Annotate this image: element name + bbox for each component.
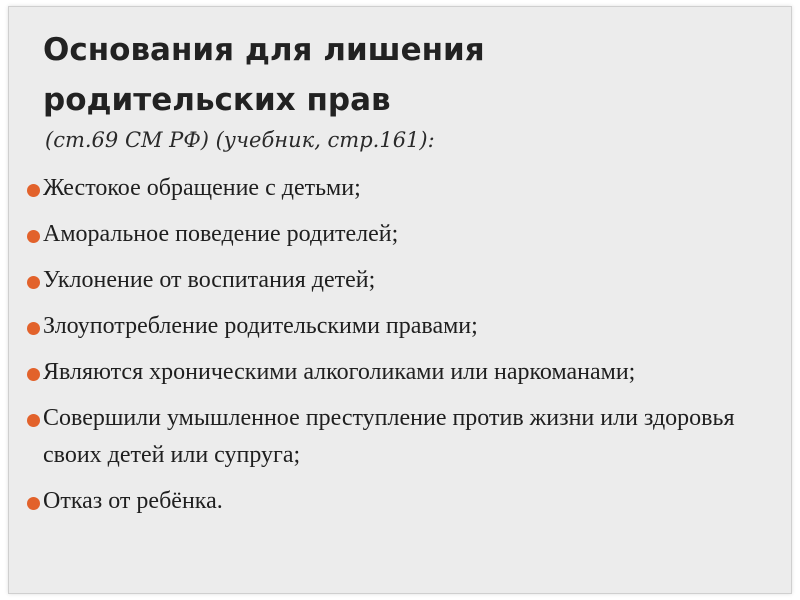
bullet-text: Отказ от ребёнка.	[43, 488, 223, 514]
bullet-dot-icon	[27, 276, 40, 289]
bullet-dot-icon	[27, 497, 40, 510]
bullet-dot-icon	[27, 414, 40, 427]
bullet-dot-icon	[27, 230, 40, 243]
bullet-text: Жестокое обращение с детьми;	[43, 175, 361, 201]
bullet-text: Аморальное поведение родителей;	[43, 221, 399, 247]
bullet-text: Совершили умышленное преступление против жизни или здоровья своих детей или супруга;	[43, 405, 735, 468]
bullet-item	[9, 216, 769, 253]
bullet-item	[9, 308, 769, 345]
bullet-text: Являются хроническими алкоголиками или наркоманами;	[43, 359, 636, 385]
bullet-text: Злоупотребление родительскими правами;	[43, 313, 478, 339]
bullet-dot-icon	[27, 322, 40, 335]
slide-title-line-1: Основания для лишения	[43, 32, 485, 68]
bullet-dot-icon	[27, 184, 40, 197]
bullet-item	[9, 354, 769, 391]
bullet-item	[9, 400, 769, 474]
bullet-text: Уклонение от воспитания детей;	[43, 267, 376, 293]
bullet-item	[9, 262, 769, 299]
bullet-dot-icon	[27, 368, 40, 381]
slide-title-line-2: родительских прав	[43, 82, 391, 118]
slide-title	[43, 25, 743, 125]
bullet-item	[9, 170, 769, 207]
slide-subtitle: (ст.69 СМ РФ) (учебник, стр.161):	[45, 128, 435, 152]
slide	[8, 6, 792, 594]
bullet-list	[9, 170, 769, 529]
bullet-item	[9, 483, 769, 520]
